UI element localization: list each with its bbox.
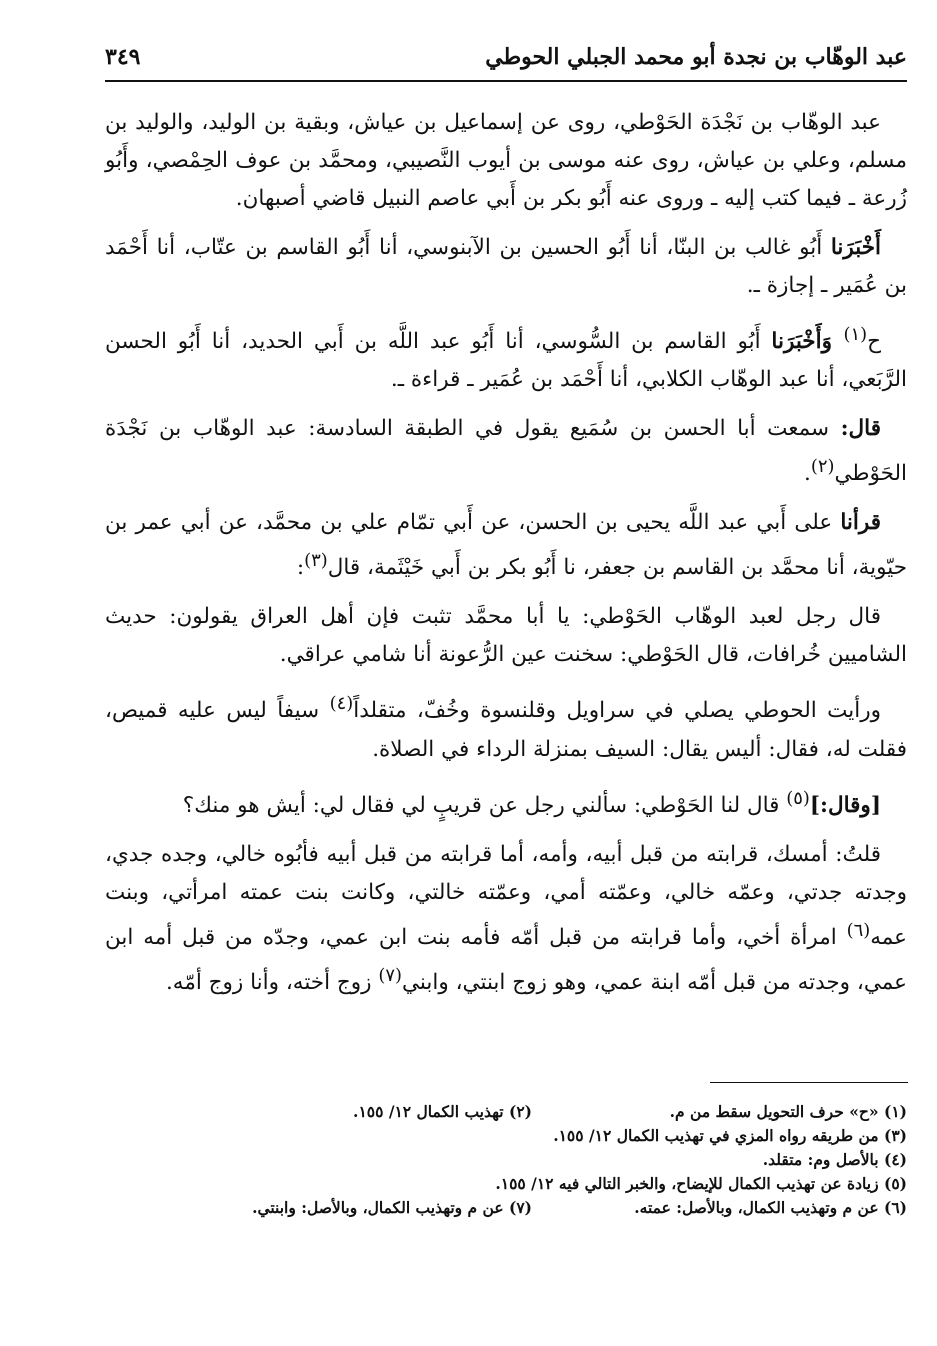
footnote-7: (٧) عن م وتهذيب الكمال، وبالأصل: وابنتي. [252, 1198, 532, 1217]
footnote-ref: (٤) [329, 693, 354, 715]
footnote-line [105, 1196, 907, 1220]
isnad-keyword: وَأَخْبَرَنا [771, 329, 844, 355]
footnote-separator [710, 1082, 908, 1083]
footnote-line [105, 1124, 907, 1148]
footnote-ref: (٣) [304, 550, 328, 572]
paragraph-9 [105, 836, 907, 1002]
footnote-ref: (١) [843, 324, 868, 345]
paragraph-end: . [803, 461, 811, 487]
paragraph-7 [105, 685, 907, 768]
paragraph-4 [105, 410, 907, 493]
footnote-ref: (٦) [846, 919, 871, 941]
footnote-line [105, 1148, 907, 1172]
isnad-keyword: [وقال:] [809, 792, 881, 818]
paragraph-text: سيفاً ليس عليه قميص، فقلت له، فقال: أليس يقال: السيف بمنزلة الرداء في الصلاة. [105, 698, 907, 762]
paragraph-text: قلتُ: أمسك، قرابته من قبل أبيه، وأمه، أما قرابته من قبل أبيه فأبُوه خالي، وجده جدي، وجدته جدتي، وعمّه خالي، وعمّته أمي، وعمّته خالتي، وكانت بنت عمته امرأتي، وبنت عمه [105, 841, 907, 950]
footnote-4: (٤) بالأصل وم: متقلد. [762, 1150, 907, 1169]
paragraph-end: : [296, 555, 305, 581]
isnad-keyword: قال: [840, 416, 881, 442]
paragraph-5 [105, 504, 907, 587]
paragraph-text: أَبُو غالب بن البنّا، أنا أَبُو الحسين بن الآبنوسي، أنا أَبُو القاسم بن عتّاب، أنا أَحْمَد بن عُمَير ـ إجازة ـ. [105, 235, 907, 298]
paragraph-text: امرأة أخي، وأما قرابته من قبل أمّه فأمه بنت ابن عمي، وجدّه من قبل أمه ابن عمي، وجدته من قبل أمّه ابنة عمي، وهو زوج ابنتي، وابني [105, 924, 907, 996]
main-text [105, 104, 907, 1013]
paragraph-1: عبد الوهّاب بن نَجْدَة الحَوْطي، روى عن إسماعيل بن عياش، وبقية بن الوليد، والوليد بن مسلم، وعلي بن عياش، روى عنه موسى بن أيوب النَّصيبي، ومحمَّد بن عوف الحِمْصي، وأَبُو زُرعة ـ فيما كتب إليه ـ وروى عنه أَبُو بكر بن أَبي عاصم النبيل قاضي أصبهان. [105, 110, 907, 211]
page-number: ٣٤٩ [105, 44, 141, 70]
footnote-ref: (٥) [786, 787, 810, 809]
paragraph-text: أَبُو القاسم بن السُّوسي، أنا أَبُو عبد اللَّه بن أَبي الحديد، أنا أَبُو الحسن الرَّبَعي، أنا عبد الوهّاب الكلابي، أنا أَحْمَد بن عُمَير ـ قراءة ـ. [105, 329, 907, 393]
footnote-2: (٢) تهذيب الكمال ١٢/ ١٥٥. [353, 1102, 532, 1121]
paragraph-6: قال رجل لعبد الوهّاب الحَوْطي: يا أبا محمَّد تثبت فإن أهل العراق يقولون: حديث الشاميين خُرافات، قال الحَوْطي: سخنت عين الرُّعونة أنا شامي عراقي. [105, 604, 907, 668]
footnote-ref: (٢) [810, 456, 835, 478]
running-title: عبد الوهّاب بن نجدة أبو محمد الجبلي الحوطي [485, 44, 907, 70]
footnote-3: (٣) من طريقه رواه المزي في تهذيب الكمال ١٢/ ١٥٥. [553, 1126, 907, 1145]
paragraph-text: زوج أخته، وأنا زوج أمّه. [165, 970, 379, 996]
paragraph-8 [105, 780, 907, 825]
paragraph-text: ورأيت الحوطي يصلي في سراويل وقلنسوة وخُفّ، متقلداً [353, 698, 881, 724]
footnote-ref: (٧) [378, 964, 403, 986]
footnote-line [105, 1100, 907, 1124]
isnad-keyword: قرأنا [840, 510, 881, 536]
footnotes [105, 1100, 907, 1220]
tahwil-letter: ح [867, 329, 881, 355]
footnote-6: (٦) عن م وتهذيب الكمال، وبالأصل: عمته. [634, 1198, 907, 1217]
paragraph-3 [105, 316, 907, 399]
footnote-5: (٥) زيادة عن تهذيب الكمال للإيضاح، والخبر التالي فيه ١٢/ ١٥٥. [495, 1174, 907, 1193]
paragraph-text: على أَبي عبد اللَّه يحيى بن الحسن، عن أَبي تمّام علي بن محمَّد، عن أبي عمر بن حيّوية، أنا محمَّد بن القاسم بن جعفر، نا أَبُو بكر بن أَبي خَيْثَمة، قال [105, 510, 907, 581]
footnote-1: (١) «ح» حرف التحويل سقط من م. [669, 1102, 907, 1121]
paragraph-2 [105, 229, 907, 305]
footnote-line [105, 1172, 907, 1196]
paragraph-text: قال لنا الحَوْطي: سألني رجل عن قريبٍ لي فقال لي: أيش هو منك؟ [182, 792, 787, 818]
isnad-keyword: أَخْبَرَنا [830, 235, 881, 260]
paragraph-text: سمعت أبا الحسن بن سُمَيع يقول في الطبقة السادسة: عبد الوهّاب بن نَجْدَة الحَوْطي [105, 416, 907, 487]
running-header [105, 40, 907, 82]
